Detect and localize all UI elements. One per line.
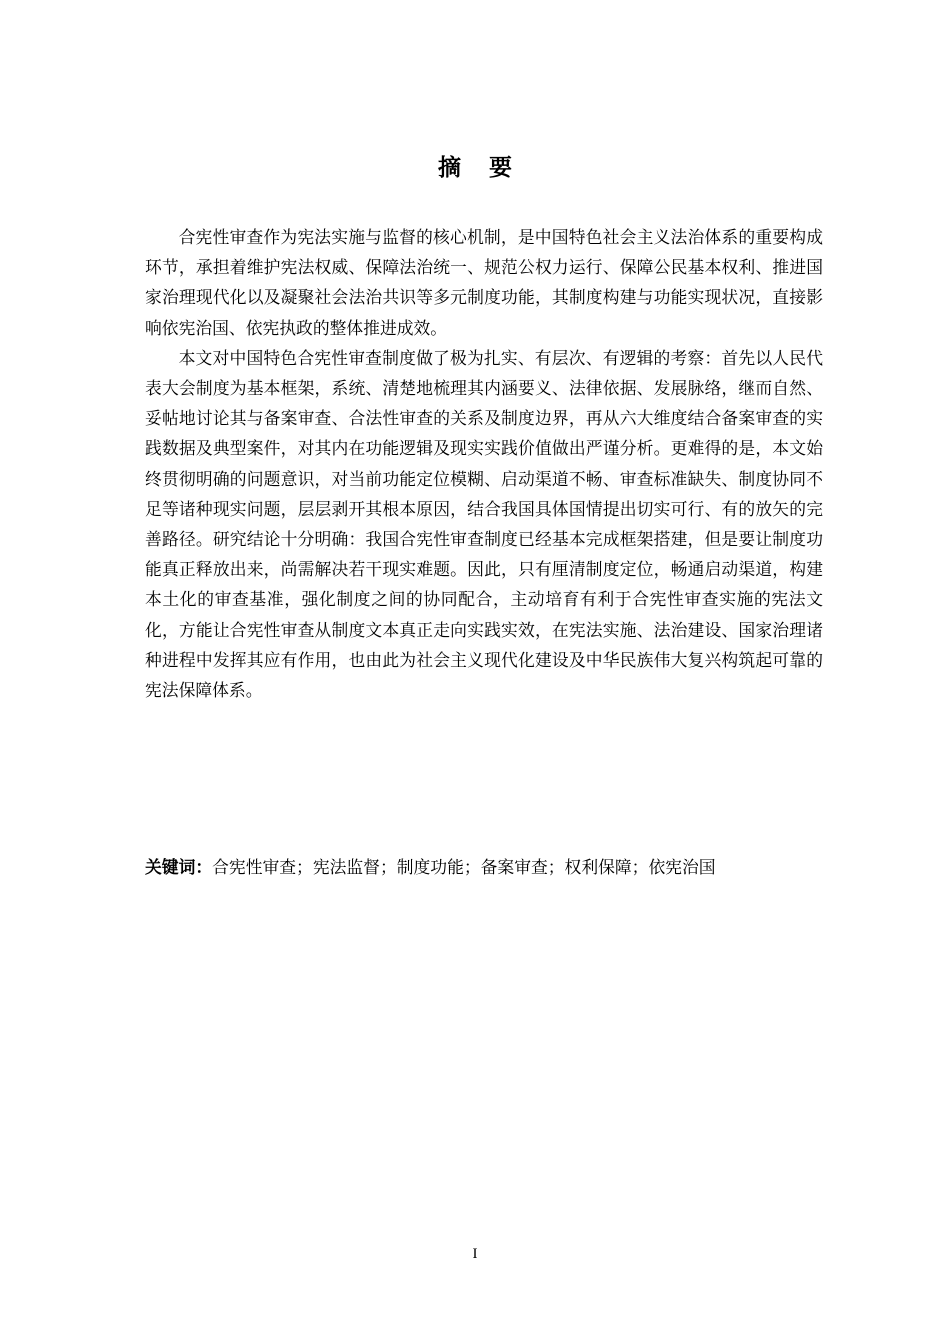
- abstract-paragraph-2: 本文对中国特色合宪性审查制度做了极为扎实、有层次、有逻辑的考察：首先以人民代表大会制度为基本框架，系统、清楚地梳理其内涵要义、法律依据、发展脉络，继而自然、妥帖地讨论其与备案审查、合法性审查的关系及制度边界，再从六大维度结合备案审查的实践数据及典型案件，对其内在功能逻辑及现实实践价值做出严谨分析。更难得的是，本文始终贯彻明确的问题意识，对当前功能定位模糊、启动渠道不畅、审查标准缺失、制度协同不足等诸种现实问题，层层剥开其根本原因，结合我国具体国情提出切实可行、有的放矢的完善路径。研究结论十分明确：我国合宪性审查制度已经基本完成框架搭建，但是要让制度功能真正释放出来，尚需解决若干现实难题。因此，只有厘清制度定位，畅通启动渠道，构建本土化的审查基准，强化制度之间的协同配合，主动培育有利于合宪性审查实施的宪法文化，方能让合宪性审查从制度文本真正走向实践实效，在宪法实施、法治建设、国家治理诸种进程中发挥其应有作用，也由此为社会主义现代化建设及中华民族伟大复兴构筑起可靠的宪法保障体系。: [145, 347, 823, 701]
- abstract-paragraph-1: 合宪性审查作为宪法实施与监督的核心机制，是中国特色社会主义法治体系的重要构成环节，承担着维护宪法权威、保障法治统一、规范公权力运行、保障公民基本权利、推进国家治理现代化以及凝聚社会法治共识等多元制度功能，其制度构建与功能实现状况，直接影响依宪治国、依宪执政的整体推进成效。: [145, 227, 823, 338]
- keywords-line: [145, 852, 823, 882]
- keywords-list: 合宪性审查；宪法监督；制度功能；备案审查；权利保障；依宪治国: [212, 857, 716, 877]
- keywords-label: 关键词：: [145, 857, 213, 877]
- abstract-title: 摘要: [438, 155, 540, 181]
- abstract-body: [145, 222, 823, 705]
- page-number: I: [472, 1246, 478, 1262]
